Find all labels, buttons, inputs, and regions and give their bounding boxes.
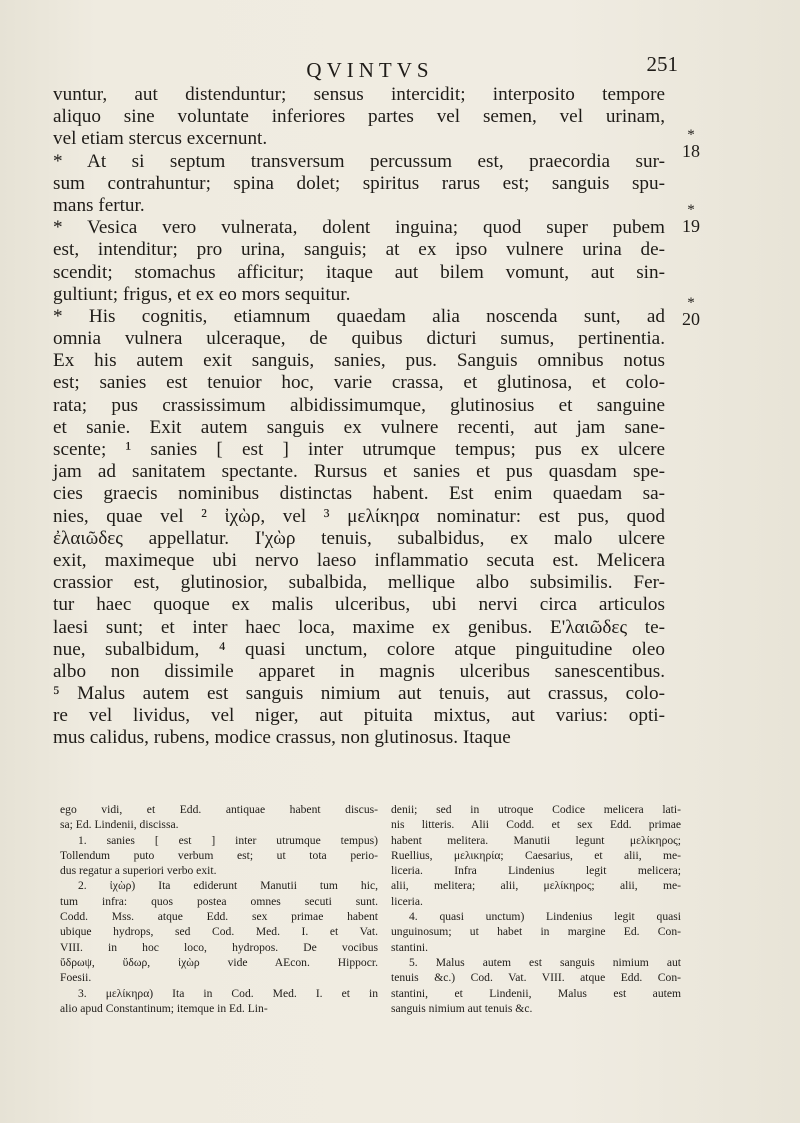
footnote-line: 4. quasi unctum) Lindenius legit quasi xyxy=(409,910,681,924)
text-line: ἐλαιῶδες appellatur. Ι'χὼρ tenuis, subalbidus, ex malo ulcere xyxy=(53,527,665,549)
margin-number: 19 xyxy=(682,216,700,236)
margin-number: 18 xyxy=(682,141,700,161)
text-line: tur haec quoque ex malis ulceribus, ubi nervi circa articulos xyxy=(53,594,665,616)
text-line: ⁵ Malus autem est sanguis nimium aut tenuis, aut crassus, colo- xyxy=(53,683,665,705)
margin-number: 20 xyxy=(682,309,700,329)
page-number: 251 xyxy=(646,52,678,76)
footnote-line: nis litteris. Alii Codd. et sex Edd. primae xyxy=(391,818,681,832)
footnote-line: tenuis &c.) Cod. Vat. VIII. atque Edd. Con- xyxy=(391,971,681,985)
text-line: exit, maximeque ubi nervo laeso inflammatio secuta est. Melicera xyxy=(53,549,665,571)
margin-star: * xyxy=(687,127,695,143)
footnote-line: 2. ἰχὼρ) Ita ediderunt Manutii tum hic, xyxy=(78,879,378,893)
footnote-line: Ruellius, μελικηρία; Caesarius, et alii, me- xyxy=(391,848,681,862)
footnote-line: Tollendum puto verbum est; ut tota perio- xyxy=(60,848,378,862)
footnote-line: ὕδρωψ, ὕδωρ, ἰχὼρ vide AEcon. Hippocr. xyxy=(60,955,378,969)
text-line: Ex his autem exit sanguis, sanies, pus. Sanguis omnibus notus xyxy=(53,350,665,372)
text-line: est, intenditur; pro urina, sanguis; at ex ipso vulnere urina de- xyxy=(53,239,665,261)
footnote-line: Foesii. xyxy=(60,971,92,985)
margin-number-19 xyxy=(676,202,706,234)
footnote-line: stantini. xyxy=(391,940,429,954)
text-line: re vel lividus, vel niger, aut pituita mixtus, aut varius: opti- xyxy=(53,705,665,727)
footnote-line: liceria. xyxy=(391,894,423,908)
text-line: sum contrahuntur; spina dolet; spiritus rarus est; sanguis spu- xyxy=(53,172,665,194)
text-line: jam ad sanitatem spectante. Rursus et sanies et pus quasdam spe- xyxy=(53,461,665,483)
footnote-line: habent melitera. Manutii legunt μελίκηρος; xyxy=(391,833,681,847)
main-text xyxy=(53,84,665,750)
margin-star: * xyxy=(687,295,695,311)
margin-star: * xyxy=(687,202,695,218)
footnote-line: unguinosum; ut habet in margine Ed. Con- xyxy=(391,925,681,939)
text-line: est; sanies est tenuior hoc, varie crassa, et glutinosa, et colo- xyxy=(53,372,665,394)
text-line: omnia vulnera ulceraque, de quibus dicturi sumus, pertinentia. xyxy=(53,328,665,350)
text-line: et sanie. Exit autem sanguis ex vulnere recenti, aut jam sane- xyxy=(53,416,665,438)
text-line: vel etiam stercus excernunt. xyxy=(53,128,268,150)
footnote-line: VIII. in hoc loco, hydropos. De vocibus xyxy=(60,940,378,954)
footnotes-left-column xyxy=(60,802,378,1016)
footnote-line: tum infra: quos postea omnes secuti sunt. xyxy=(60,894,378,908)
text-line: cies graecis nominibus distinctas habent. Est enim quaedam sa- xyxy=(53,483,665,505)
running-title: QVINTVS xyxy=(306,58,434,82)
footnotes-right-column xyxy=(391,802,681,1016)
text-line: crassior est, glutinosior, subalbida, mellique albo subsimilis. Fer- xyxy=(53,572,665,594)
text-line: scente; ¹ sanies [ est ] inter utrumque tempus; pus ex ulcere xyxy=(53,439,665,460)
text-line: nue, subalbidum, ⁴ quasi unctum, colore atque pinguitudine oleo xyxy=(53,638,665,660)
footnote-line: Codd. Mss. atque Edd. sex primae habent xyxy=(60,910,378,924)
text-line: mans fertur. xyxy=(53,194,145,216)
text-line: vuntur, aut distenduntur; sensus intercidit; interposito tempore xyxy=(53,84,665,105)
footnote-line: sa; Ed. Lindenii, discissa. xyxy=(60,818,179,832)
footnote-line: sanguis nimium aut tenuis &c. xyxy=(391,1001,533,1015)
text-line: * Vesica vero vulnerata, dolent inguina; quod super pubem xyxy=(53,217,665,239)
footnote-line: 1. sanies [ est ] inter utrumque tempus) xyxy=(78,833,378,847)
text-line: albo non dissimile apparet in magnis ulceribus sanescentibus. xyxy=(53,660,665,682)
footnote-line: dus regatur a superiori verbo exit. xyxy=(60,864,217,878)
footnote-line: ego vidi, et Edd. antiquae habent discus- xyxy=(60,803,378,816)
footnote-line: 3. μελίκηρα) Ita in Cod. Med. I. et in xyxy=(78,986,378,1000)
footnote-line: alii, melitera; alii, μελίκηρος; alii, me- xyxy=(391,879,681,893)
footnote-line: denii; sed in utroque Codice melicera lati- xyxy=(391,803,681,816)
text-line: * At si septum transversum percussum est, praecordia sur- xyxy=(53,150,665,172)
text-line: laesi sunt; et inter haec loca, maxime ex genibus. Ε'λαιῶδες te- xyxy=(53,616,665,638)
footnote-line: 5. Malus autem est sanguis nimium aut xyxy=(409,955,681,969)
footnote-line: alio apud Constantinum; itemque in Ed. Lin- xyxy=(60,1001,268,1015)
text-line: rata; pus crassissimum albidissimumque, glutinosius et sanguine xyxy=(53,394,665,416)
footnote-line: stantini, et Lindenii, Malus est autem xyxy=(391,986,681,1000)
text-line: * His cognitis, etiamnum quaedam alia noscenda sunt, ad xyxy=(53,305,665,327)
text-line: aliquo sine voluntate inferiores partes vel semen, vel urinam, xyxy=(53,106,665,128)
text-line: gultiunt; frigus, et ex eo mors sequitur. xyxy=(53,283,351,305)
text-line: nies, quae vel ² ἰχὼρ, vel ³ μελίκηρα nominatur: est pus, quod xyxy=(53,505,665,527)
footnote-line: liceria. Infra Lindenius legit melicera; xyxy=(391,864,681,878)
text-line: scendit; stomachus afficitur; itaque aut bilem vomunt, aut sin- xyxy=(53,261,665,283)
text-line: mus calidus, rubens, modice crassus, non glutinosus. Itaque xyxy=(53,727,511,749)
margin-number-20 xyxy=(676,295,706,327)
footnote-line: ubique hydrops, sed Cod. Med. I. et Vat. xyxy=(60,925,378,939)
margin-number-18 xyxy=(676,127,706,159)
